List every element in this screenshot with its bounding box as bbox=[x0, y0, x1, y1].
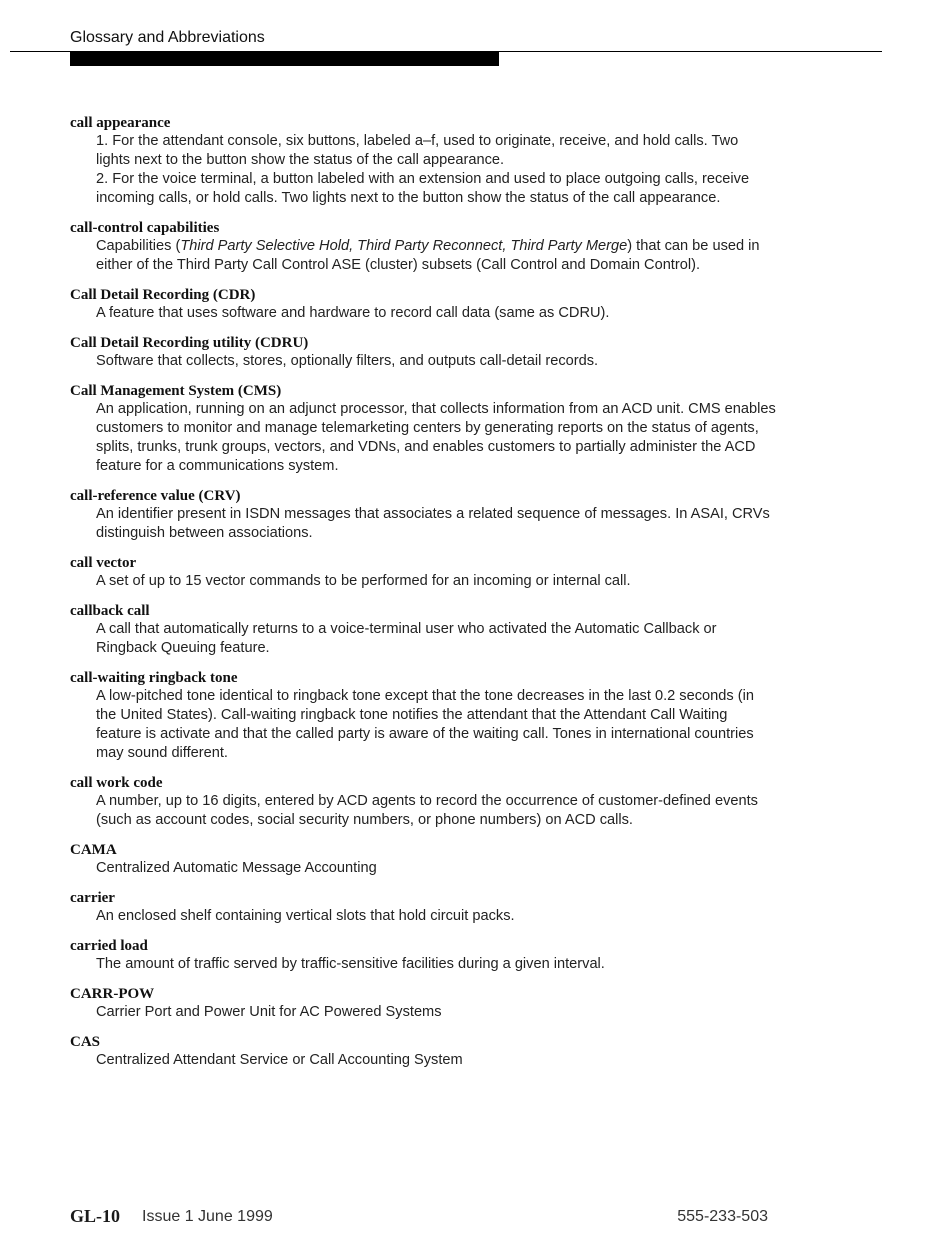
glossary-term: call appearance bbox=[70, 115, 171, 131]
glossary-definition: A call that automatically returns to a voice-terminal user who activated the Automatic Callback or Ringback Queuing feature. bbox=[96, 621, 717, 656]
definition-text: ) that can be used in either of the Third Party Call Control ASE (cluster) subsets (Call Control and Domain Control). bbox=[96, 238, 760, 273]
definition-paragraph: 1. For the attendant console, six buttons, labeled a–f, used to originate, receive, and hold calls. Two lights next to the button show the status of the call appearance. bbox=[96, 133, 739, 168]
document-number: 555-233-503 bbox=[677, 1208, 768, 1225]
glossary-term: call-reference value (CRV) bbox=[70, 488, 241, 504]
page-number: GL-10 bbox=[70, 1206, 121, 1226]
glossary-definition: A low-pitched tone identical to ringback tone except that the tone decreases in the last 0.2 seconds (in the United States). Call-waiting ringback tone notifies the attendant that the Attendant Call Waiting feature is activate and that the called party is aware of the waiting call. Tones in international countries may sound different. bbox=[96, 688, 754, 761]
glossary-definition: Software that collects, stores, optionally filters, and outputs call-detail records. bbox=[96, 353, 599, 369]
glossary-term: Call Management System (CMS) bbox=[70, 383, 282, 399]
glossary-term: CAS bbox=[70, 1034, 101, 1050]
glossary-term: carried load bbox=[70, 938, 148, 954]
glossary-entry bbox=[70, 219, 790, 275]
glossary-definition: An enclosed shelf containing vertical slots that hold circuit packs. bbox=[96, 908, 515, 924]
glossary-definition: An identifier present in ISDN messages that associates a related sequence of messages. In ASAI, CRVs distinguish between associations. bbox=[96, 506, 770, 541]
glossary-entry bbox=[70, 669, 790, 763]
glossary-entry bbox=[70, 334, 790, 371]
glossary-term: callback call bbox=[70, 603, 150, 619]
glossary-term: carrier bbox=[70, 890, 115, 906]
glossary-term: call-waiting ringback tone bbox=[70, 670, 238, 686]
issue-date: Issue 1 June 1999 bbox=[142, 1208, 273, 1225]
glossary-definition: The amount of traffic served by traffic-sensitive facilities during a given interval. bbox=[96, 956, 605, 972]
glossary-entry bbox=[70, 937, 790, 974]
glossary-term: CARR-POW bbox=[70, 986, 155, 1002]
glossary-term: call-control capabilities bbox=[70, 220, 220, 236]
glossary-term: CAMA bbox=[70, 842, 117, 858]
glossary-definition: A feature that uses software and hardware to record call data (same as CDRU). bbox=[96, 305, 610, 321]
glossary-entry bbox=[70, 985, 790, 1022]
page-footer bbox=[70, 1206, 770, 1230]
glossary-entry bbox=[70, 114, 790, 208]
definition-italic-text: Third Party Selective Hold, Third Party Reconnect, Third Party Merge bbox=[180, 238, 628, 254]
glossary-definition: A number, up to 16 digits, entered by ACD agents to record the occurrence of customer-defined events (such as account codes, social security numbers, or phone numbers) on ACD calls. bbox=[96, 793, 758, 828]
glossary-definition: Centralized Attendant Service or Call Accounting System bbox=[96, 1052, 463, 1068]
glossary-entry bbox=[70, 602, 790, 658]
header-bar bbox=[70, 52, 499, 66]
glossary-definition: Centralized Automatic Message Accounting bbox=[96, 860, 377, 876]
glossary-definition bbox=[70, 237, 776, 275]
glossary-entry bbox=[70, 1033, 790, 1070]
glossary-entry bbox=[70, 841, 790, 878]
glossary-term: call vector bbox=[70, 555, 137, 571]
glossary-definition: Carrier Port and Power Unit for AC Powered Systems bbox=[96, 1004, 442, 1020]
glossary-entry bbox=[70, 889, 790, 926]
glossary-entry bbox=[70, 774, 790, 830]
definition-text: Capabilities ( bbox=[96, 238, 181, 254]
glossary-entries bbox=[70, 114, 790, 1081]
glossary-term: Call Detail Recording (CDR) bbox=[70, 287, 256, 303]
glossary-definition: A set of up to 15 vector commands to be performed for an incoming or internal call. bbox=[96, 573, 631, 589]
definition-paragraph: 2. For the voice terminal, a button labeled with an extension and used to place outgoing calls, receive incoming calls, or hold calls. Two lights next to the button show the status of the call appearance. bbox=[96, 171, 750, 206]
glossary-term: call work code bbox=[70, 775, 163, 791]
glossary-definition: An application, running on an adjunct processor, that collects information from an ACD unit. CMS enables customers to monitor and manage telemarketing centers by generating reports on the status of agents, splits, trunks, trunk groups, vectors, and VDNs, and enables customers to partially administer the ACD feature for a communications system. bbox=[96, 401, 776, 474]
glossary-entry bbox=[70, 554, 790, 591]
header-title: Glossary and Abbreviations bbox=[70, 29, 265, 46]
glossary-definition bbox=[70, 132, 776, 208]
glossary-term: Call Detail Recording utility (CDRU) bbox=[70, 335, 309, 351]
glossary-entry bbox=[70, 286, 790, 323]
glossary-entry bbox=[70, 487, 790, 543]
glossary-entry bbox=[70, 382, 790, 476]
